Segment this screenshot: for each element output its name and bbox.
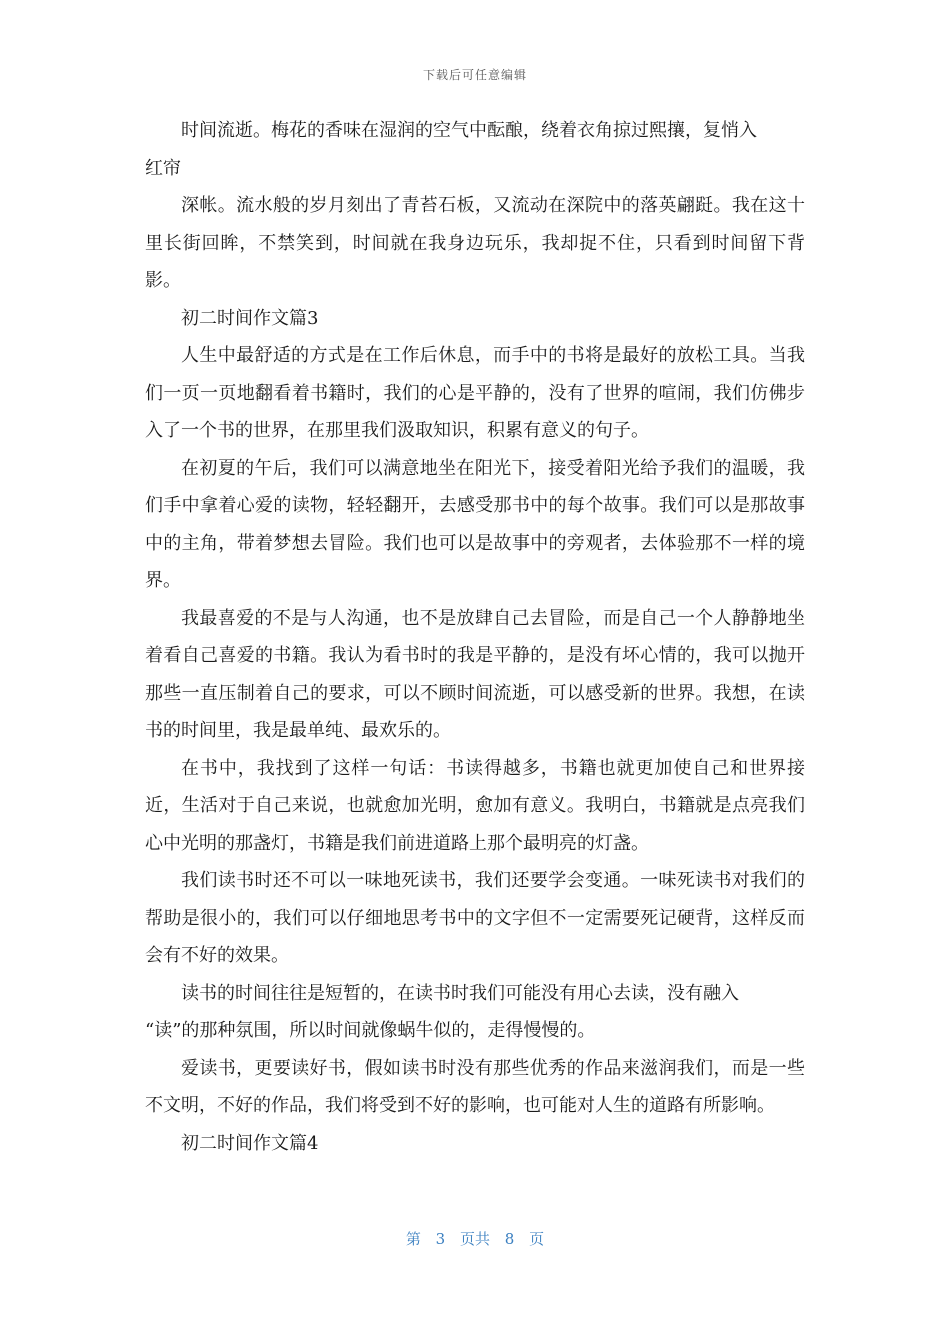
paragraph-6: 在书中，我找到了这样一句话：书读得越多，书籍也就更加使自己和世界接近，生活对于自己来说，也就愈加光明，愈加有意义。我明白，书籍就是点亮我们心中光明的那盏灯，书籍是我们前进道路上那个最明亮的灯盏。 <box>145 757 805 854</box>
section-heading-3: 初二时间作文篇3 <box>181 307 319 329</box>
paragraph-3: 人生中最舒适的方式是在工作后休息，而手中的书将是最好的放松工具。当我们一页一页地翻看着书籍时，我们的心是平静的，没有了世界的喧闹，我们仿佛步入了一个书的世界，在那里我们汲取知识，积累有意义的句子。 <box>145 345 805 441</box>
paragraph-1: 时间流逝。梅花的香味在湿润的空气中酝酿，绕着衣角掠过熙攘，复悄入 红帘 <box>145 120 757 179</box>
paragraph-7: 我们读书时还不可以一味地死读书，我们还要学会变通。一味死读书对我们的帮助是很小的，我们可以仔细地思考书中的文字但不一定需要死记硬背，这样反而会有不好的效果。 <box>145 870 805 966</box>
section-heading-4: 初二时间作文篇4 <box>181 1132 319 1154</box>
document-body <box>145 112 805 1162</box>
page-header: 下载后可任意编辑 <box>422 68 527 82</box>
paragraph-2: 深帐。流水般的岁月刻出了青苔石板，又流动在深院中的落英翩跹。我在这十里长街回眸，不禁笑到，时间就在我身边玩乐，我却捉不住，只看到时间留下背影。 <box>145 195 805 291</box>
paragraph-9: 爱读书，更要读好书，假如读书时没有那些优秀的作品来滋润我们，而是一些不文明，不好的作品，我们将受到不好的影响，也可能对人生的道路有所影响。 <box>145 1057 805 1116</box>
page-number-footer: 第 3 页共 8 页 <box>405 1230 545 1248</box>
paragraph-8: 读书的时间往往是短暂的，在读书时我们可能没有用心去读，没有融入 “读”的那种氛围，所以时间就像蜗牛似的，走得慢慢的。 <box>145 982 739 1041</box>
paragraph-5: 我最喜爱的不是与人沟通，也不是放肆自己去冒险，而是自己一个人静静地坐着看自己喜爱的书籍。我认为看书时的我是平静的，是没有坏心情的，我可以抛开那些一直压制着自己的要求，可以不顾时间流逝，可以感受新的世界。我想，在读书的时间里，我是最单纯、最欢乐的。 <box>145 607 805 741</box>
paragraph-4: 在初夏的午后，我们可以满意地坐在阳光下，接受着阳光给予我们的温暖，我们手中拿着心爱的读物，轻轻翻开，去感受那书中的每个故事。我们可以是那故事中的主角，带着梦想去冒险。我们也可以是故事中的旁观者，去体验那不一样的境界。 <box>145 457 805 591</box>
